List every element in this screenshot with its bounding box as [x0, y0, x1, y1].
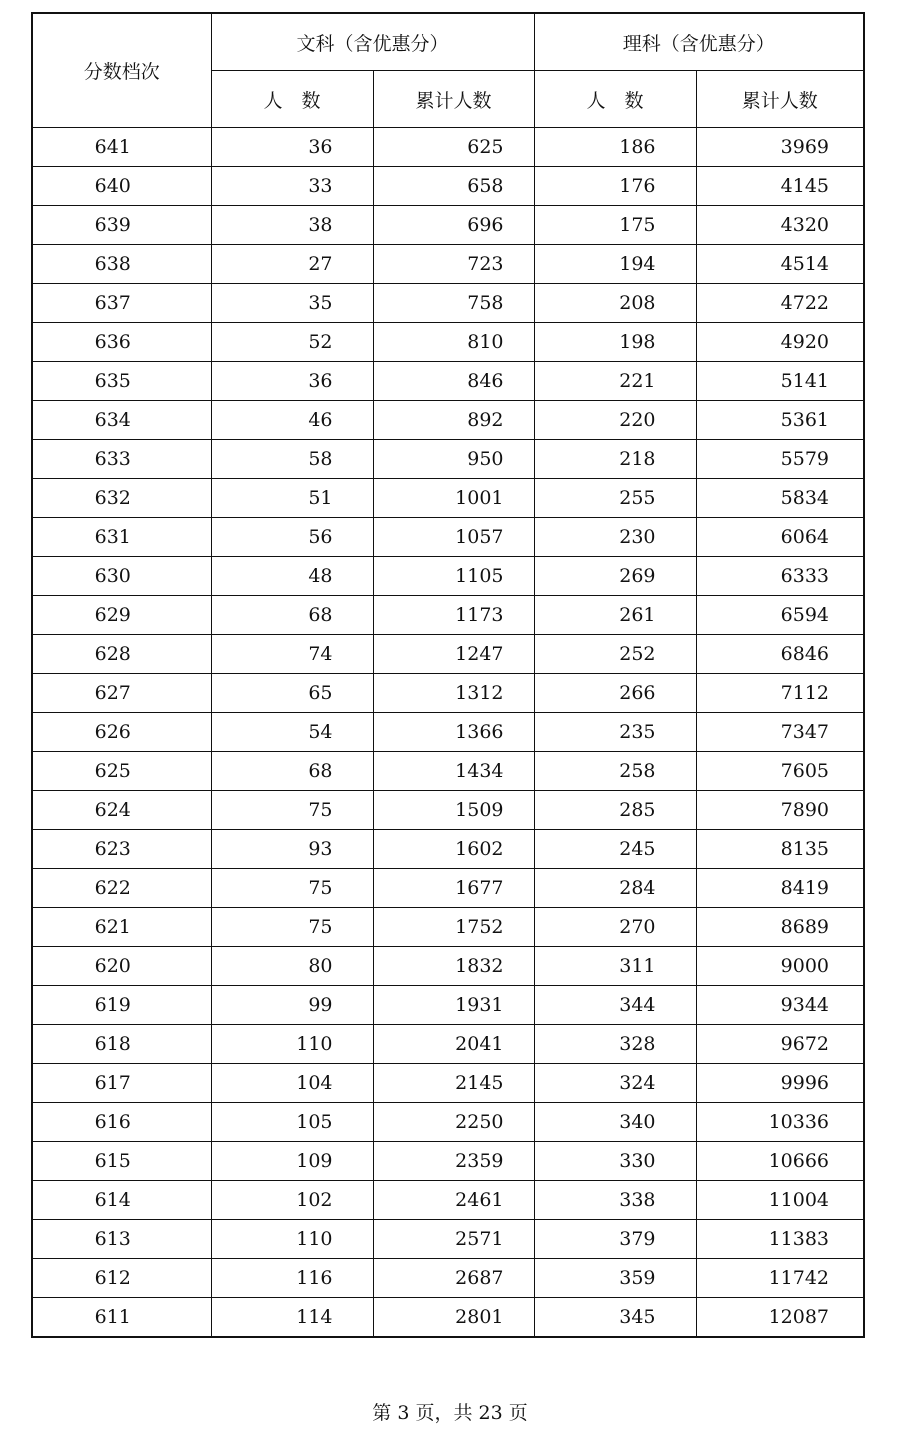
table-row	[32, 362, 864, 401]
arts-cumulative-cell: 950	[373, 440, 534, 479]
science-count-cell: 194	[534, 245, 696, 284]
science-count-cell: 220	[534, 401, 696, 440]
table-row	[32, 1220, 864, 1259]
score-cell: 626	[32, 713, 211, 752]
science-group-header: 理科（含优惠分）	[534, 13, 864, 71]
arts-count-cell: 75	[211, 908, 373, 947]
arts-cumulative-cell: 892	[373, 401, 534, 440]
table-row	[32, 1142, 864, 1181]
science-count-cell: 255	[534, 479, 696, 518]
arts-count-cell: 48	[211, 557, 373, 596]
arts-cumulative-cell: 1509	[373, 791, 534, 830]
science-count-cell: 252	[534, 635, 696, 674]
arts-count-cell: 110	[211, 1025, 373, 1064]
arts-count-cell: 56	[211, 518, 373, 557]
science-count-cell: 218	[534, 440, 696, 479]
science-count-cell: 338	[534, 1181, 696, 1220]
arts-count-cell: 105	[211, 1103, 373, 1142]
science-count-cell: 261	[534, 596, 696, 635]
arts-cumulative-cell: 2145	[373, 1064, 534, 1103]
arts-cumulative-cell: 1105	[373, 557, 534, 596]
arts-cumulative-cell: 2359	[373, 1142, 534, 1181]
science-cumulative-cell: 8689	[696, 908, 864, 947]
table-row	[32, 1025, 864, 1064]
arts-cumulative-cell: 2687	[373, 1259, 534, 1298]
score-cell: 620	[32, 947, 211, 986]
science-cumulative-cell: 7112	[696, 674, 864, 713]
science-cumulative-cell: 4920	[696, 323, 864, 362]
score-cell: 630	[32, 557, 211, 596]
science-cumulative-header: 累计人数	[696, 71, 864, 128]
science-count-cell: 175	[534, 206, 696, 245]
arts-count-cell: 58	[211, 440, 373, 479]
table-row	[32, 1298, 864, 1338]
score-cell: 618	[32, 1025, 211, 1064]
table-row	[32, 1259, 864, 1298]
science-count-cell: 284	[534, 869, 696, 908]
arts-cumulative-cell: 810	[373, 323, 534, 362]
score-cell: 638	[32, 245, 211, 284]
score-cell: 623	[32, 830, 211, 869]
table-row	[32, 167, 864, 206]
science-cumulative-cell: 4514	[696, 245, 864, 284]
arts-cumulative-cell: 2250	[373, 1103, 534, 1142]
table-row	[32, 674, 864, 713]
science-count-cell: 198	[534, 323, 696, 362]
science-count-cell: 344	[534, 986, 696, 1025]
science-cumulative-cell: 6846	[696, 635, 864, 674]
science-count-cell: 330	[534, 1142, 696, 1181]
arts-cumulative-cell: 1931	[373, 986, 534, 1025]
science-cumulative-cell: 6333	[696, 557, 864, 596]
science-count-cell: 270	[534, 908, 696, 947]
science-cumulative-cell: 5834	[696, 479, 864, 518]
score-cell: 632	[32, 479, 211, 518]
score-cell: 628	[32, 635, 211, 674]
arts-count-cell: 68	[211, 596, 373, 635]
science-count-cell: 328	[534, 1025, 696, 1064]
table-body	[32, 128, 864, 1338]
table-row	[32, 323, 864, 362]
science-count-cell: 345	[534, 1298, 696, 1338]
table-row	[32, 752, 864, 791]
table-row	[32, 830, 864, 869]
score-cell: 625	[32, 752, 211, 791]
science-cumulative-cell: 10336	[696, 1103, 864, 1142]
score-cell: 615	[32, 1142, 211, 1181]
table-row	[32, 518, 864, 557]
arts-count-cell: 52	[211, 323, 373, 362]
science-count-cell: 311	[534, 947, 696, 986]
arts-cumulative-cell: 1677	[373, 869, 534, 908]
science-cumulative-cell: 5141	[696, 362, 864, 401]
arts-count-cell: 116	[211, 1259, 373, 1298]
science-cumulative-cell: 5579	[696, 440, 864, 479]
arts-count-cell: 35	[211, 284, 373, 323]
arts-count-cell: 110	[211, 1220, 373, 1259]
science-cumulative-cell: 6594	[696, 596, 864, 635]
score-cell: 624	[32, 791, 211, 830]
arts-count-cell: 27	[211, 245, 373, 284]
arts-group-header: 文科（含优惠分）	[211, 13, 534, 71]
arts-cumulative-cell: 1366	[373, 713, 534, 752]
arts-count-cell: 36	[211, 362, 373, 401]
science-cumulative-cell: 9672	[696, 1025, 864, 1064]
science-count-cell: 221	[534, 362, 696, 401]
science-count-cell: 266	[534, 674, 696, 713]
arts-cumulative-cell: 1001	[373, 479, 534, 518]
science-cumulative-cell: 7605	[696, 752, 864, 791]
science-cumulative-cell: 10666	[696, 1142, 864, 1181]
arts-count-cell: 75	[211, 869, 373, 908]
arts-cumulative-cell: 1434	[373, 752, 534, 791]
science-cumulative-cell: 11004	[696, 1181, 864, 1220]
science-cumulative-cell: 4145	[696, 167, 864, 206]
score-cell: 635	[32, 362, 211, 401]
science-cumulative-cell: 4320	[696, 206, 864, 245]
arts-count-cell: 80	[211, 947, 373, 986]
arts-count-cell: 93	[211, 830, 373, 869]
arts-cumulative-cell: 1752	[373, 908, 534, 947]
table-row	[32, 440, 864, 479]
science-count-cell: 230	[534, 518, 696, 557]
score-cell: 640	[32, 167, 211, 206]
science-cumulative-cell: 12087	[696, 1298, 864, 1338]
science-cumulative-cell: 6064	[696, 518, 864, 557]
arts-cumulative-cell: 2461	[373, 1181, 534, 1220]
table-row	[32, 284, 864, 323]
table-row	[32, 206, 864, 245]
arts-count-cell: 74	[211, 635, 373, 674]
arts-cumulative-cell: 1247	[373, 635, 534, 674]
science-count-cell: 258	[534, 752, 696, 791]
arts-count-cell: 104	[211, 1064, 373, 1103]
science-cumulative-cell: 11742	[696, 1259, 864, 1298]
science-cumulative-cell: 8419	[696, 869, 864, 908]
score-cell: 622	[32, 869, 211, 908]
score-cell: 617	[32, 1064, 211, 1103]
arts-cumulative-cell: 758	[373, 284, 534, 323]
arts-cumulative-cell: 1312	[373, 674, 534, 713]
table-row	[32, 791, 864, 830]
arts-count-cell: 75	[211, 791, 373, 830]
arts-cumulative-cell: 2801	[373, 1298, 534, 1338]
score-cell: 637	[32, 284, 211, 323]
score-column-header: 分数档次	[32, 13, 211, 128]
arts-cumulative-header: 累计人数	[373, 71, 534, 128]
table-row	[32, 401, 864, 440]
page-number-footer: 第 3 页，共 23 页	[372, 1402, 528, 1424]
score-cell: 634	[32, 401, 211, 440]
science-count-cell: 269	[534, 557, 696, 596]
science-cumulative-cell: 3969	[696, 128, 864, 167]
science-count-cell: 285	[534, 791, 696, 830]
table-row	[32, 1064, 864, 1103]
science-count-cell: 176	[534, 167, 696, 206]
score-cell: 619	[32, 986, 211, 1025]
score-cell: 627	[32, 674, 211, 713]
science-cumulative-cell: 4722	[696, 284, 864, 323]
table-row	[32, 557, 864, 596]
arts-cumulative-cell: 1602	[373, 830, 534, 869]
header-row-groups	[32, 13, 864, 71]
science-cumulative-cell: 7890	[696, 791, 864, 830]
table-row	[32, 635, 864, 674]
score-cell: 616	[32, 1103, 211, 1142]
arts-cumulative-cell: 696	[373, 206, 534, 245]
score-cell: 621	[32, 908, 211, 947]
arts-cumulative-cell: 846	[373, 362, 534, 401]
arts-count-cell: 65	[211, 674, 373, 713]
score-cell: 641	[32, 128, 211, 167]
table-row	[32, 245, 864, 284]
arts-count-cell: 99	[211, 986, 373, 1025]
science-count-cell: 245	[534, 830, 696, 869]
arts-count-cell: 38	[211, 206, 373, 245]
science-count-cell: 324	[534, 1064, 696, 1103]
science-count-cell: 359	[534, 1259, 696, 1298]
arts-count-cell: 109	[211, 1142, 373, 1181]
score-cell: 633	[32, 440, 211, 479]
arts-count-cell: 102	[211, 1181, 373, 1220]
score-distribution-table	[31, 12, 865, 1338]
science-cumulative-cell: 9344	[696, 986, 864, 1025]
arts-cumulative-cell: 2041	[373, 1025, 534, 1064]
arts-count-cell: 54	[211, 713, 373, 752]
arts-count-cell: 46	[211, 401, 373, 440]
arts-cumulative-cell: 658	[373, 167, 534, 206]
arts-count-header: 人 数	[211, 71, 373, 128]
science-cumulative-cell: 11383	[696, 1220, 864, 1259]
table-row	[32, 596, 864, 635]
score-cell: 614	[32, 1181, 211, 1220]
science-cumulative-cell: 7347	[696, 713, 864, 752]
score-cell: 611	[32, 1298, 211, 1338]
table-row	[32, 713, 864, 752]
arts-cumulative-cell: 1832	[373, 947, 534, 986]
science-count-cell: 340	[534, 1103, 696, 1142]
arts-cumulative-cell: 625	[373, 128, 534, 167]
science-count-cell: 208	[534, 284, 696, 323]
science-count-cell: 186	[534, 128, 696, 167]
arts-count-cell: 114	[211, 1298, 373, 1338]
table-row	[32, 986, 864, 1025]
table-row	[32, 1103, 864, 1142]
score-cell: 613	[32, 1220, 211, 1259]
arts-cumulative-cell: 1173	[373, 596, 534, 635]
arts-count-cell: 68	[211, 752, 373, 791]
science-count-header: 人 数	[534, 71, 696, 128]
science-count-cell: 235	[534, 713, 696, 752]
arts-cumulative-cell: 1057	[373, 518, 534, 557]
arts-count-cell: 33	[211, 167, 373, 206]
science-count-cell: 379	[534, 1220, 696, 1259]
score-cell: 629	[32, 596, 211, 635]
table-row	[32, 908, 864, 947]
science-cumulative-cell: 9996	[696, 1064, 864, 1103]
table-row	[32, 947, 864, 986]
score-cell: 612	[32, 1259, 211, 1298]
table-row	[32, 1181, 864, 1220]
science-cumulative-cell: 9000	[696, 947, 864, 986]
arts-cumulative-cell: 723	[373, 245, 534, 284]
table-header	[32, 13, 864, 128]
score-cell: 631	[32, 518, 211, 557]
science-cumulative-cell: 5361	[696, 401, 864, 440]
table-row	[32, 128, 864, 167]
science-cumulative-cell: 8135	[696, 830, 864, 869]
arts-count-cell: 51	[211, 479, 373, 518]
arts-cumulative-cell: 2571	[373, 1220, 534, 1259]
arts-count-cell: 36	[211, 128, 373, 167]
score-cell: 636	[32, 323, 211, 362]
score-cell: 639	[32, 206, 211, 245]
table-row	[32, 479, 864, 518]
table-row	[32, 869, 864, 908]
